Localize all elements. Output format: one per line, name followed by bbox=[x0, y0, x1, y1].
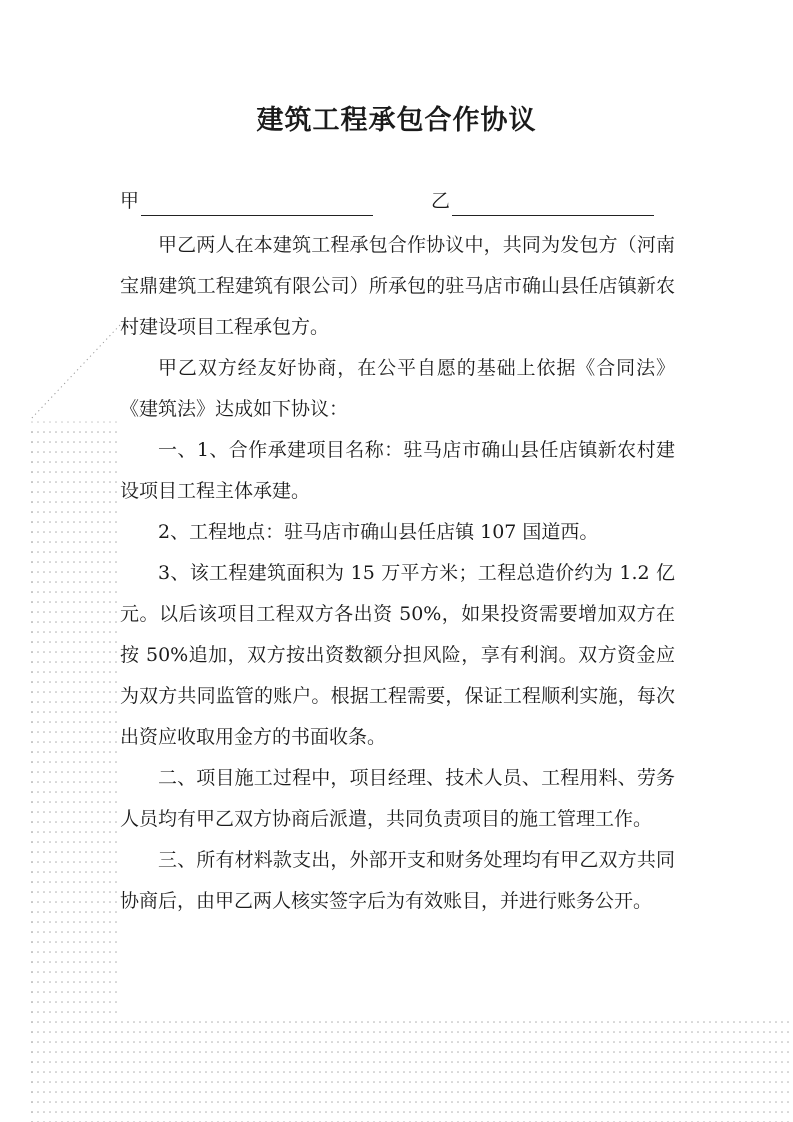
document-title: 建筑工程承包合作协议 bbox=[256, 105, 537, 136]
party-b-blank-line bbox=[452, 191, 654, 216]
party-a-blank-line bbox=[141, 191, 373, 216]
paragraph-clause-2: 二、项目施工过程中，项目经理、技术人员、工程用料、劳务人员均有甲乙双方协商后派遣，共同负责项目的施工管理工作。 bbox=[120, 767, 675, 830]
paragraph-clause-1-2: 2、工程地点：驻马店市确山县任店镇 107 国道西。 bbox=[158, 521, 599, 543]
party-a-label: 甲 bbox=[120, 190, 140, 212]
paragraph-intro: 甲乙两人在本建筑工程承包合作协议中，共同为发包方（河南宝鼎建筑工程建筑有限公司）所承包的驻马店市确山县任店镇新农村建设项目工程承包方。 bbox=[120, 234, 675, 338]
party-b-field bbox=[431, 186, 654, 216]
paragraph-clause-3: 三、所有材料款支出，外部开支和财务处理均有甲乙双方共同协商后，由甲乙两人核实签字后为有效账目，并进行账务公开。 bbox=[120, 849, 675, 912]
party-a-field bbox=[120, 186, 373, 216]
agreement-body bbox=[120, 225, 675, 922]
paragraph-basis: 甲乙双方经友好协商，在公平自愿的基础上依据《合同法》《建筑法》达成如下协议： bbox=[120, 357, 675, 420]
paragraph-clause-1-1: 一、1、合作承建项目名称：驻马店市确山县任店镇新农村建设项目工程主体承建。 bbox=[120, 439, 675, 502]
paragraph-clause-1-3: 3、该工程建筑面积为 15 万平方米；工程总造价约为 1.2 亿元。以后该项目工程双方各出资 50%，如果投资需要增加双方在按 50%追加，双方按出资数额分担风险，享有利润。双方资金应为双方共同监管的账户。根据工程需要，保证工程顺利实施，每次出资应收取用金方的书面收条。 bbox=[120, 562, 675, 748]
party-b-label: 乙 bbox=[431, 190, 451, 212]
